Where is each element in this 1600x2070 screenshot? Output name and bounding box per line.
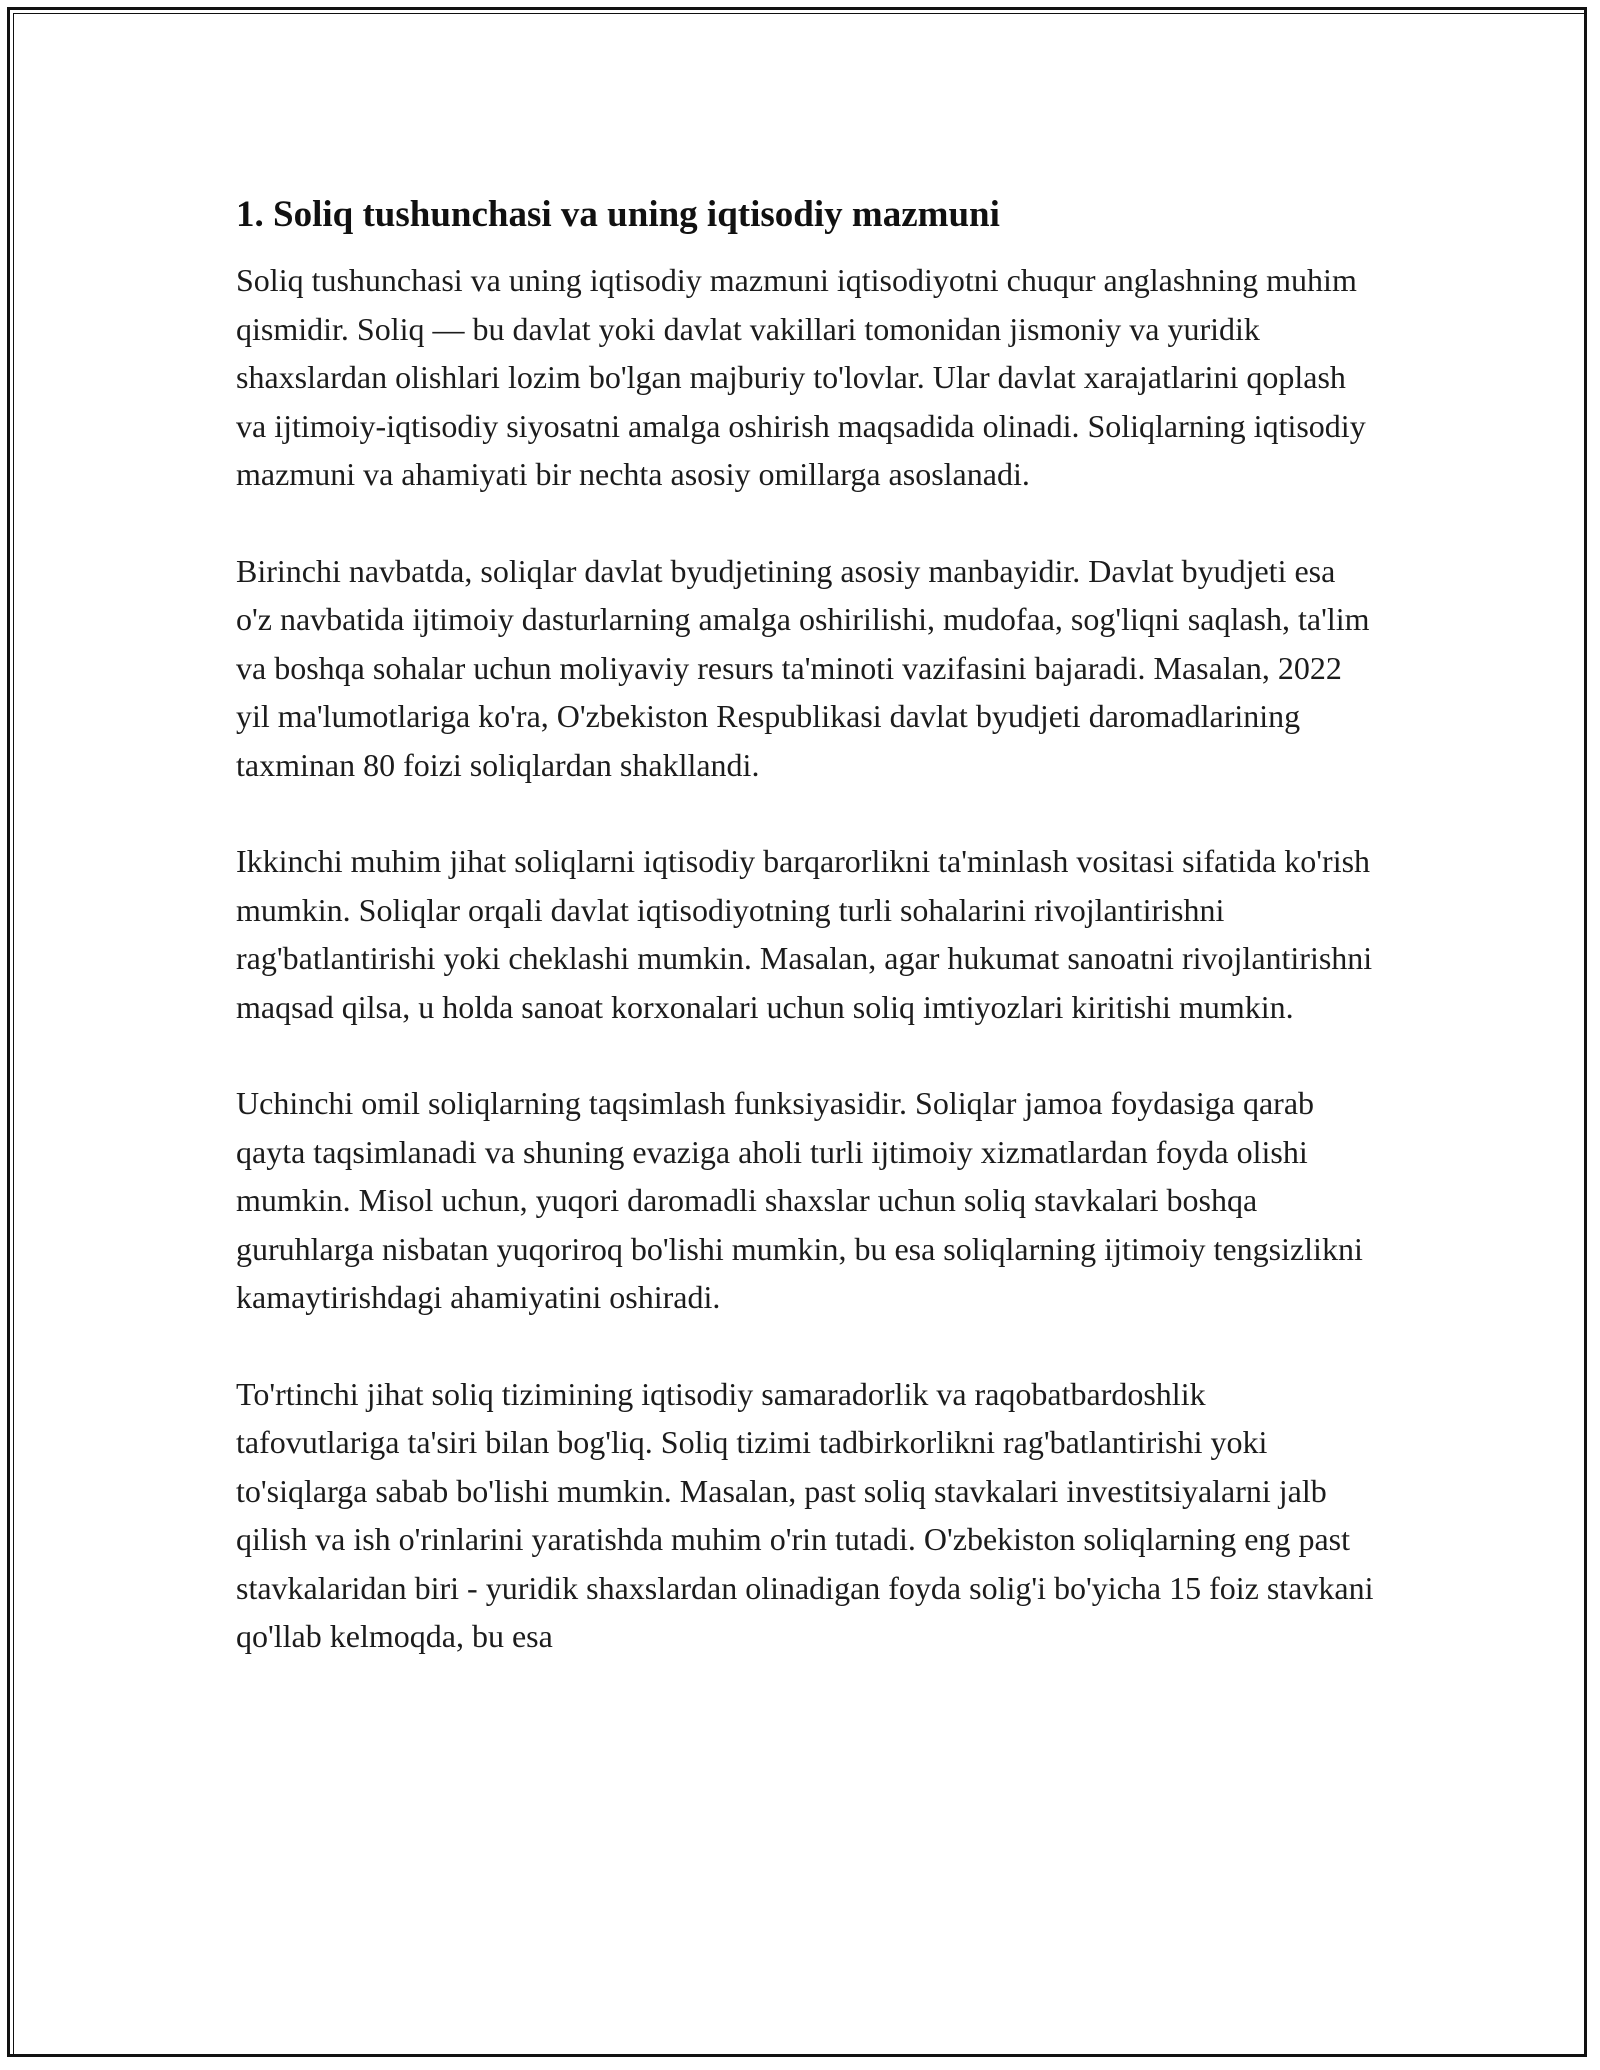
paragraph-third-factor: Uchinchi omil soliqlarning taqsimlash funksiyasidir. Soliqlar jamoa foydasiga qarab qayta taqsimlanadi va shuning evaziga aholi turli ijtimoiy xizmatlardan foyda olishi mumkin. Misol uchun, yuqori daromadli shaxslar uchun soliq stavkalari boshqa guruhlarga nisbatan yuqoriroq bo'lishi mumkin, bu esa soliqlarning ijtimoiy tengsizlikni kamaytirishdagi ahamiyatini oshiradi.: [236, 1085, 1363, 1315]
paragraph-second-factor: Ikkinchi muhim jihat soliqlarni iqtisodiy barqarorlikni ta'minlash vositasi sifatida ko'rish mumkin. Soliqlar orqali davlat iqtisodiyotning turli sohalarini rivojlantirishni rag'batlantirishi yoki cheklashi mumkin. Masalan, agar hukumat sanoatni rivojlantirishni maqsad qilsa, u holda sanoat korxonalari uchun soliq imtiyozlari kiritishi mumkin.: [236, 843, 1373, 1025]
section-heading: 1. Soliq tushunchasi va uning iqtisodiy mazmuni: [236, 194, 1000, 235]
paragraph-fourth-factor: To'rtinchi jihat soliq tizimining iqtisodiy samaradorlik va raqobatbardoshlik tafovutlariga ta'siri bilan bog'liq. Soliq tizimi tadbirkorlikni rag'batlantirishi yoki to'siqlarga sabab bo'lishi mumkin. Masalan, past soliq stavkalari investitsiyalarni jalb qilish va ish o'rinlarini yaratishda muhim o'rin tutadi. O'zbekiston soliqlarning eng past stavkalaridan biri - yuridik shaxslardan olinadigan foyda solig'i bo'yicha 15 foiz stavkani qo'llab kelmoqda, bu esa: [236, 1375, 1374, 1654]
document-body: [236, 186, 1376, 1709]
paragraph-first-factor: Birinchi navbatda, soliqlar davlat byudjetining asosiy manbayidir. Davlat byudjeti esa o'z navbatida ijtimoiy dasturlarning amalga oshirilishi, mudofaa, sog'liqni saqlash, ta'lim va boshqa sohalar uchun moliyaviy resurs ta'minoti vazifasini bajaradi. Masalan, 2022 yil ma'lumotlariga ko'ra, O'zbekiston Respublikasi davlat byudjeti daromadlarining taxminan 80 foizi soliqlardan shakllandi.: [236, 552, 1370, 783]
paragraph-intro: Soliq tushunchasi va uning iqtisodiy mazmuni iqtisodiyotni chuqur anglashning muhim qismidir. Soliq — bu davlat yoki davlat vakillari tomonidan jismoniy va yuridik shaxslardan olishlari lozim bo'lgan majburiy to'lovlar. Ular davlat xarajatlarini qoplash va ijtimoiy-iqtisodiy siyosatni amalga oshirish maqsadida olinadi. Soliqlarning iqtisodiy mazmuni va ahamiyati bir nechta asosiy omillarga asoslanadi.: [236, 262, 1366, 492]
